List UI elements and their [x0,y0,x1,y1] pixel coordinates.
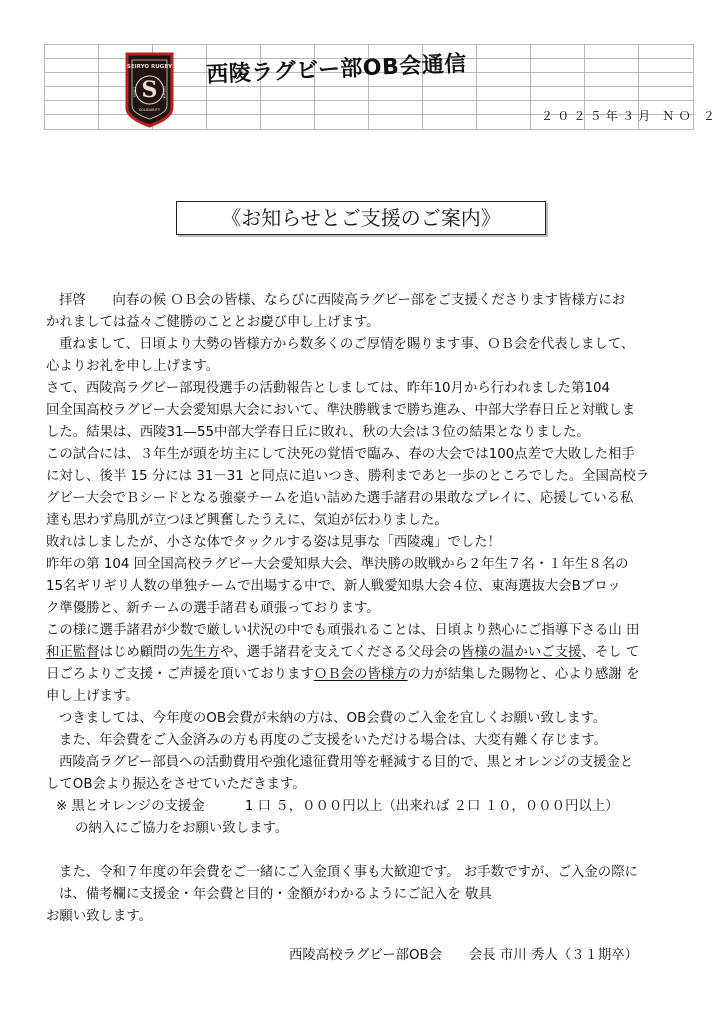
signature: 西陵高校ラグビー部OB会 会長 市川 秀人（３１期卒） [289,948,639,963]
paragraph-line [46,641,639,660]
paragraph-line: 重ねまして、日頃より大勢の皆様方から数多くのご厚情を賜ります事、ＯＢ会を代表しまして、 [59,337,635,352]
paragraph-line: 回全国高校ラグビー大会愛知県大会において、準決勝戦まで勝ち進み、中部大学春日丘と対戦しま [46,403,636,418]
svg-text:DREAM: DREAM [162,85,166,99]
paragraph-line: また、年会費をご入金済みの方も再度のご支援をいただける場合は、大変有難く存じます。 [59,733,607,748]
underlined-text: ＯＢ会の皆様方 [313,667,408,682]
issue-date: ２０２５年３月 ＮＯ ２ [541,109,720,123]
text-span: 日ごろよりご支援・ご声援を頂いております [46,667,314,682]
svg-text:SPIRIT: SPIRIT [133,86,137,98]
text-span: や、選手諸君を支えてくださる父母会の [220,645,461,660]
paragraph-line: この試合には、３年生が頭を坊主にして決死の覚悟で臨み、春の大会では100点差で大敗した相手 [46,447,635,462]
paragraph-line: さて、西陵高ラグビー部現役選手の活動報告としましては、昨年10月から行われました第104 [46,381,611,396]
svg-text:S: S [141,77,158,103]
newsletter-title: 西陵ラグビー部OB会通信 [205,51,468,89]
svg-text:SOLIDARITY: SOLIDARITY [138,108,161,112]
underlined-text: 和正監督 [46,645,100,660]
paragraph-line: ※ 黒とオレンジの支援金 1 口 ５，０００円以上（出来れば ２口 １０，０００円以上） [56,799,619,814]
text-span: 、そし て [581,645,640,660]
paragraph-line: 敗れはしましたが、小さな体でタックルする姿は見事な「西陵魂」でした！ [46,535,501,550]
underlined-text: 皆様の温かいご支援 [460,645,582,660]
paragraph-line: つきましては、今年度のOB会費が未納の方は、OB会費のご入金を宜しくお願い致します。 [59,711,607,726]
paragraph-line: 心よりお礼を申し上げます。 [46,359,220,374]
paragraph-line: 西陵高ラグビー部員への活動費用や強化遠征費用等を軽減する目的で、黒とオレンジの支援金と [59,755,634,770]
svg-text:SEIRYO RUGBY: SEIRYO RUGBY [126,64,173,70]
paragraph-line: お願い致します。 [46,909,153,924]
underlined-text: 先生方 [179,645,221,660]
paragraph-line [46,663,639,682]
paragraph-line: してOB会より振込をさせていただきます。 [46,777,306,792]
paragraph-line: 昨年の第 104 回全国高校ラグビー大会愛知県大会、準決勝の敗戦から２年生７名・１年生８名の [46,557,629,572]
paragraph-line: この様に選手諸君が少数で厳しい状況の中でも頑張れることは、日頃より熱心にご指導下さる山 田 [46,623,640,638]
notice-heading: 《お知らせとご支援のご案内》 [176,201,546,235]
paragraph-line: 達も思わず鳥肌が立つほど興奮したうえに、気迫が伝わりました。 [46,513,448,528]
paragraph-line: 拝啓 向春の候 ＯＢ会の皆様、ならびに西陵高ラグビー部をご支援くださります皆様方にお [59,293,626,308]
paragraph-line: の納入にご協力をお願い致します。 [75,821,289,836]
paragraph-line: は、備考欄に支援金・年会費と目的・金額がわかるようにご記入を 敬具 [59,887,492,902]
text-span: の力が結集した賜物と、心より感謝 を [407,667,640,682]
paragraph-line: に対し、後半 15 分には 31－31 と同点に追いつき、勝利まであと一歩のところでした。全国高校ラ [46,469,650,484]
paragraph-line: また、令和７年度の年会費をご一緒にご入金頂く事も大歓迎です。 お手数ですが、ご入金の際に [59,865,638,880]
paragraph-line: グビー大会でＢシードとなる強豪チームを追い詰めた選手諸君の果敢なプレイに、応援している私 [46,491,634,506]
paragraph-line: かれましては益々ご健勝のこととお慶び申し上げます。 [46,315,380,330]
club-logo-icon [123,52,176,128]
text-span: はじめ顧問の [99,645,180,660]
paragraph-line: ク準優勝と、新チームの選手諸君も頑張っております。 [46,601,380,616]
paragraph-line: した。結果は、西陵31—55中部大学春日丘に敗れ、秋の大会は３位の結果となりました。 [46,425,590,440]
paragraph-line: 15名ギリギリ人数の単独チームで出場する中で、新人戦愛知県大会４位、東海選抜大会Bブロッ [46,579,621,594]
paragraph-line: 申し上げます。 [46,689,139,704]
